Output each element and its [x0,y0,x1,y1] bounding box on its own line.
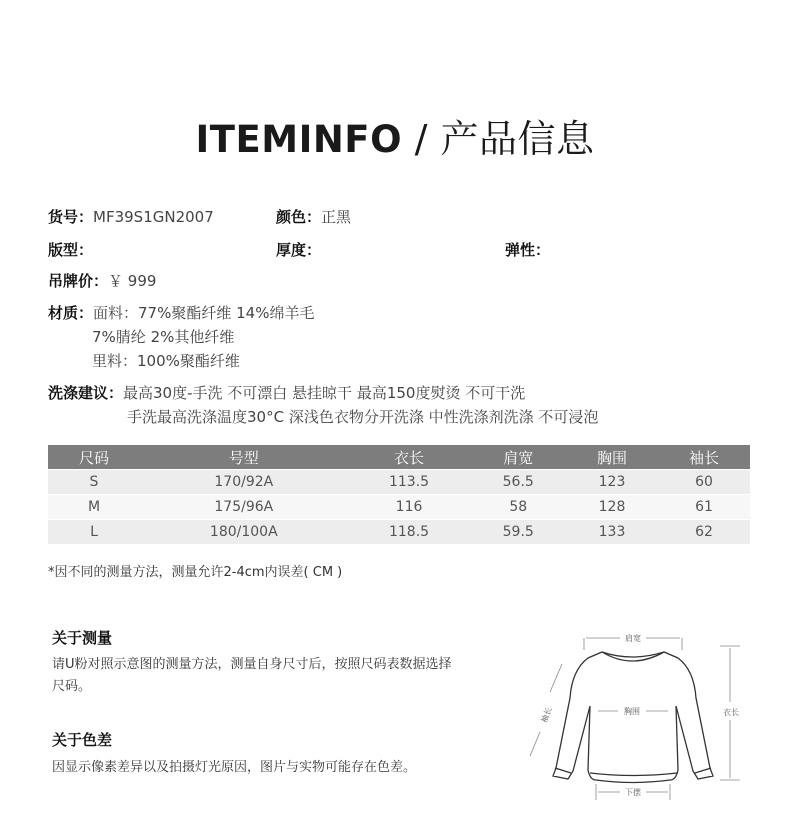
fit-field [48,239,93,260]
care-line: 手洗最高洗涤温度30°C 深浅色衣物分开洗涤 中性洗涤剂洗涤 不可浸泡 [127,408,599,426]
table-cell: 61 [658,495,750,520]
table-row [48,495,750,520]
column-header: 肩宽 [470,445,566,470]
material-line: 7%腈纶 2%其他纤维 [92,328,235,346]
table-cell: 58 [470,495,566,520]
table-cell: M [48,495,140,520]
price-field [48,270,156,291]
table-cell: 123 [566,470,658,495]
table-cell: 133 [566,520,658,545]
title-cn: 产品信息 [440,117,595,161]
table-cell: 116 [348,495,471,520]
color-diff-text: 因显示像素差异以及拍摄灯光原因，图片与实物可能存在色差。 [52,760,417,775]
table-cell: 113.5 [348,470,471,495]
shoulder-label: 肩宽 [625,634,641,643]
column-header: 衣长 [348,445,471,470]
table-row [48,470,750,495]
color-diff-heading: 关于色差 [52,731,113,749]
material-field [48,302,314,323]
table-cell: 180/100A [140,520,348,545]
item-number-label: 货号： [48,208,94,226]
title-separator: / [402,117,441,161]
sleeve-line-upper [550,664,562,692]
sweater-measurement-diagram [500,618,760,810]
chest-label: 胸围 [624,707,640,716]
table-cell: L [48,520,140,545]
care-field [48,382,525,403]
table-cell: 59.5 [470,520,566,545]
hem-label: 下摆 [625,788,641,797]
table-cell: 56.5 [470,470,566,495]
size-table [48,445,750,544]
item-number-field [48,206,214,227]
length-label: 衣长 [723,708,739,717]
material-label: 材质： [48,304,94,322]
elasticity-field [505,239,550,260]
page-title [0,108,790,163]
care-label: 洗涤建议： [48,384,124,402]
title-en: ITEMINFO [195,118,403,161]
table-cell: 175/96A [140,495,348,520]
table-cell: S [48,470,140,495]
sleeve-line-lower [530,732,540,756]
column-header: 尺码 [48,445,140,470]
price-label: 吊牌价： [48,272,109,290]
elasticity-label: 弹性： [505,241,551,259]
measurement-note: *因不同的测量方法，测量允许2-4cm内误差( CM ) [48,565,343,580]
price-value: ￥ 999 [108,272,157,290]
care-line: 最高30度-手洗 不可漂白 悬挂晾干 最高150度熨烫 不可干洗 [123,384,526,402]
measure-text-line: 请U粉对照示意图的测量方法，测量自身尺寸后，按照尺码表数据选择 [52,657,452,672]
color-field [276,206,351,227]
sleeve-label: 袖长 [539,705,554,725]
table-cell: 118.5 [348,520,471,545]
table-row [48,520,750,545]
color-value: 正黑 [321,208,352,226]
table-cell: 60 [658,470,750,495]
thickness-field [276,239,321,260]
fit-label: 版型： [48,241,94,259]
table-header-row [48,445,750,470]
column-header: 袖长 [658,445,750,470]
color-label: 颜色： [276,208,322,226]
measure-heading: 关于测量 [52,629,113,647]
table-cell: 62 [658,520,750,545]
column-header: 号型 [140,445,348,470]
item-number-value: MF39S1GN2007 [93,208,214,226]
measure-text-line: 尺码。 [52,679,92,694]
material-line: 里料：100%聚酯纤维 [92,352,240,370]
table-cell: 170/92A [140,470,348,495]
column-header: 胸围 [566,445,658,470]
thickness-label: 厚度： [276,241,322,259]
table-cell: 128 [566,495,658,520]
material-line: 面料：77%聚酯纤维 14%绵羊毛 [93,304,315,322]
sweater-outline-icon [553,652,713,783]
